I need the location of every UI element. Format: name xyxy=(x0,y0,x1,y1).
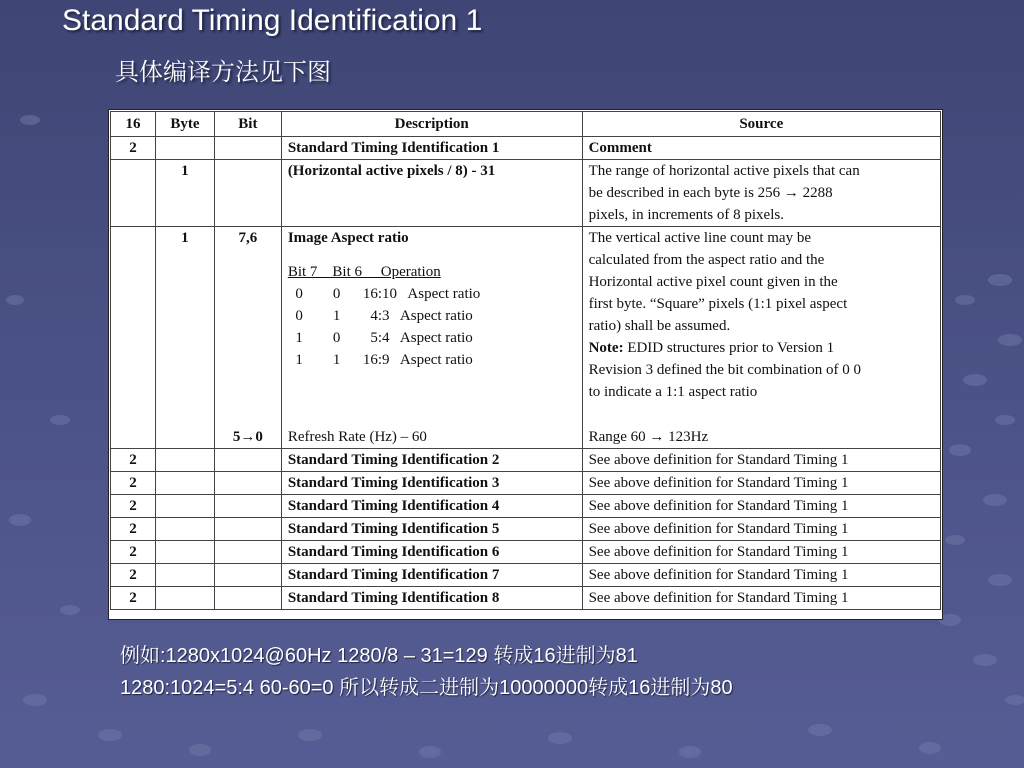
header-byte: Byte xyxy=(155,112,214,137)
header-source: Source xyxy=(582,112,940,137)
slide-title: Standard Timing Identification 1 xyxy=(62,4,483,37)
note-text: EDID structures prior to Version 1 xyxy=(623,340,835,356)
cell-description: Standard Timing Identification 6 xyxy=(281,541,582,564)
example-line-1: 例如:1280x1024@60Hz 1280/8 – 31=129 转成16进制为81 xyxy=(120,645,638,667)
source-line: The range of horizontal active pixels that can xyxy=(588,163,860,179)
cell-16: 2 xyxy=(111,137,156,160)
cell-description: Standard Timing Identification 8 xyxy=(281,587,582,610)
cell-16: 2 xyxy=(111,449,156,472)
cell-16: 2 xyxy=(111,564,156,587)
source-line: ratio) shall be assumed. xyxy=(588,318,731,334)
edid-table-image xyxy=(108,109,943,620)
cell-source: Comment xyxy=(582,137,940,160)
note-line: to indicate a 1:1 aspect ratio xyxy=(588,384,758,400)
cell-description: Standard Timing Identification 7 xyxy=(281,564,582,587)
cell-16: 2 xyxy=(111,518,156,541)
cell-16: 2 xyxy=(111,587,156,610)
cell-bit xyxy=(214,587,281,610)
bit-bottom: 5→0 xyxy=(232,429,263,445)
header-description: Description xyxy=(281,112,582,137)
cell-description: Standard Timing Identification 4 xyxy=(281,495,582,518)
standard-timing-table xyxy=(110,111,941,610)
cell-byte xyxy=(155,449,214,472)
header-16: 16 xyxy=(111,112,156,137)
cell-source: See above definition for Standard Timing 1 xyxy=(582,564,940,587)
cell-source: See above definition for Standard Timing 1 xyxy=(582,541,940,564)
cell-source: See above definition for Standard Timing 1 xyxy=(582,587,940,610)
table-row-horizontal-pixels xyxy=(111,160,941,227)
bit-top: 7,6 xyxy=(238,230,258,246)
slide-subtitle: 具体编译方法见下图 xyxy=(115,58,331,86)
example-line-2: 1280:1024=5:4 60-60=0 所以转成二进制为10000000转成16进制为80 xyxy=(120,677,733,699)
cell-16: 2 xyxy=(111,541,156,564)
operation-row: 0 0 16:10 Aspect ratio xyxy=(287,286,481,302)
cell-byte xyxy=(155,137,214,160)
cell-bit xyxy=(214,227,281,449)
note-label: Note: xyxy=(588,340,624,356)
source-line: pixels, in increments of 8 pixels. xyxy=(588,207,784,223)
aspect-title: Image Aspect ratio xyxy=(287,230,409,246)
cell-bit xyxy=(214,495,281,518)
example-calculation xyxy=(120,640,733,704)
range-text: Range 60 → 123Hz xyxy=(588,429,709,445)
cell-16 xyxy=(111,227,156,449)
cell-bit xyxy=(214,564,281,587)
table-row xyxy=(111,518,941,541)
cell-byte xyxy=(155,518,214,541)
cell-bit xyxy=(214,541,281,564)
cell-bit xyxy=(214,518,281,541)
table-header-row xyxy=(111,112,941,137)
cell-byte: 1 xyxy=(155,227,214,449)
cell-source: See above definition for Standard Timing 1 xyxy=(582,449,940,472)
cell-byte: 1 xyxy=(155,160,214,227)
cell-bit xyxy=(214,472,281,495)
cell-byte xyxy=(155,472,214,495)
cell-16 xyxy=(111,160,156,227)
cell-source xyxy=(582,227,940,449)
table-row xyxy=(111,541,941,564)
cell-bit xyxy=(214,449,281,472)
source-line: first byte. “Square” pixels (1:1 pixel aspect xyxy=(588,296,848,312)
table-row xyxy=(111,564,941,587)
cell-description xyxy=(281,227,582,449)
table-row-aspect-ratio xyxy=(111,227,941,449)
cell-bit xyxy=(214,160,281,227)
cell-byte xyxy=(155,541,214,564)
cell-16: 2 xyxy=(111,495,156,518)
cell-byte xyxy=(155,564,214,587)
cell-16: 2 xyxy=(111,472,156,495)
table-row xyxy=(111,495,941,518)
operation-row: 0 1 4:3 Aspect ratio xyxy=(287,308,473,324)
table-row xyxy=(111,472,941,495)
note-line xyxy=(589,337,934,359)
operation-row: 1 1 16:9 Aspect ratio xyxy=(287,352,473,368)
cell-byte xyxy=(155,587,214,610)
cell-description: (Horizontal active pixels / 8) - 31 xyxy=(281,160,582,227)
operation-row: 1 0 5:4 Aspect ratio xyxy=(287,330,473,346)
cell-source xyxy=(582,160,940,227)
cell-description: Standard Timing Identification 2 xyxy=(281,449,582,472)
refresh-rate: Refresh Rate (Hz) – 60 xyxy=(287,429,427,445)
source-line: calculated from the aspect ratio and the xyxy=(588,252,825,268)
source-line: Horizontal active pixel count given in the xyxy=(588,274,838,290)
cell-bit xyxy=(214,137,281,160)
header-bit: Bit xyxy=(214,112,281,137)
source-line: The vertical active line count may be xyxy=(588,230,811,246)
cell-source: See above definition for Standard Timing 1 xyxy=(582,472,940,495)
cell-description: Standard Timing Identification 5 xyxy=(281,518,582,541)
cell-byte xyxy=(155,495,214,518)
cell-source: See above definition for Standard Timing 1 xyxy=(582,518,940,541)
table-row xyxy=(111,137,941,160)
note-line: Revision 3 defined the bit combination of 0 0 xyxy=(588,362,862,378)
cell-description: Standard Timing Identification 3 xyxy=(281,472,582,495)
cell-description: Standard Timing Identification 1 xyxy=(281,137,582,160)
cell-source: See above definition for Standard Timing 1 xyxy=(582,495,940,518)
table-row xyxy=(111,587,941,610)
table-row xyxy=(111,449,941,472)
source-line: be described in each byte is 256 → 2288 xyxy=(588,185,833,201)
operation-header: Bit 7 Bit 6 Operation xyxy=(287,264,441,280)
